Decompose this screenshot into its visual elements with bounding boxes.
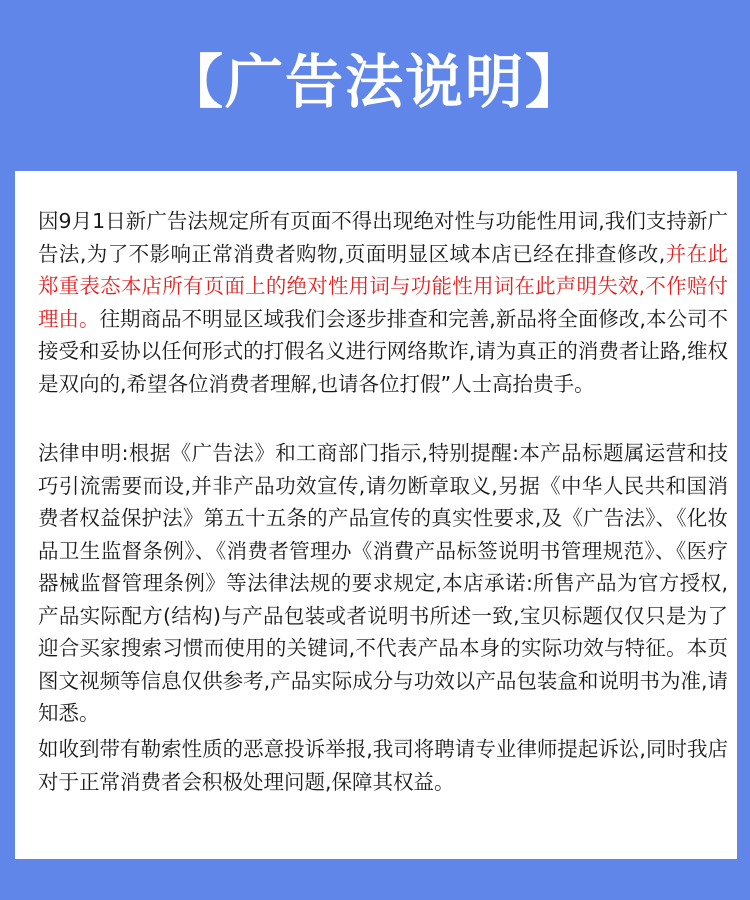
statement-highlight: 并在此郑重表态本店所有页面上的绝对性用词与功能性用词在此声明失效,不作赔付理由。 bbox=[38, 241, 728, 331]
page-title: 【广告法说明】 bbox=[164, 48, 585, 116]
notice-card bbox=[15, 171, 737, 859]
paragraph-complaint-notice: 如收到带有勒索性质的恶意投诉举报,我司将聘请专业律师提起诉讼,同时我店对于正常消费者会积极处理问题,保障其权益。 bbox=[38, 737, 728, 794]
statement-text-intro: 因9月1日新广告法规定所有页面不得出现绝对性与功能性用词,我们支持新广告法,为了不影响正常消费者购物,页面明显区域本店已经在排查修改, bbox=[38, 209, 728, 266]
paragraph-legal-declaration: 法律申明:根据《广告法》和工商部门指示,特别提醒:本产品标题属运营和技巧引流需要而设,并非产品功效宣传,请勿断章取义,另据《中华人民共和国消费者权益保护法》第五十五条的产品宣传的真实性要求,及《广告法》、《化妆品卫生监督条例》、《消费者管理办《消費产品标签说明书管理规范》、《医疗器械监督管理条例》等法律法规的要求规定,本店承诺:所售产品为官方授权,产品实际配方(结构)与产品包装或者说明书所述一致,宝贝标题仅仅只是为了迎合买家搜索习惯而使用的关键词,不代表产品本身的实际功效与特征。本页图文视频等信息仅供参考,产品实际成分与功效以产品包装盒和说明书为准,请知悉。 bbox=[38, 441, 728, 725]
statement-text-rest: 往期商品不明显区域我们会逐步排查和完善,新品将全面修改,本公司不接受和妥协以任何形式的打假名义进行网络欺诈,请为真正的消费者让路,维权是双向的,希望各位消费者理解,也请各位打假”人士高抬贵手。 bbox=[38, 306, 729, 396]
paragraph-statement bbox=[38, 205, 728, 400]
